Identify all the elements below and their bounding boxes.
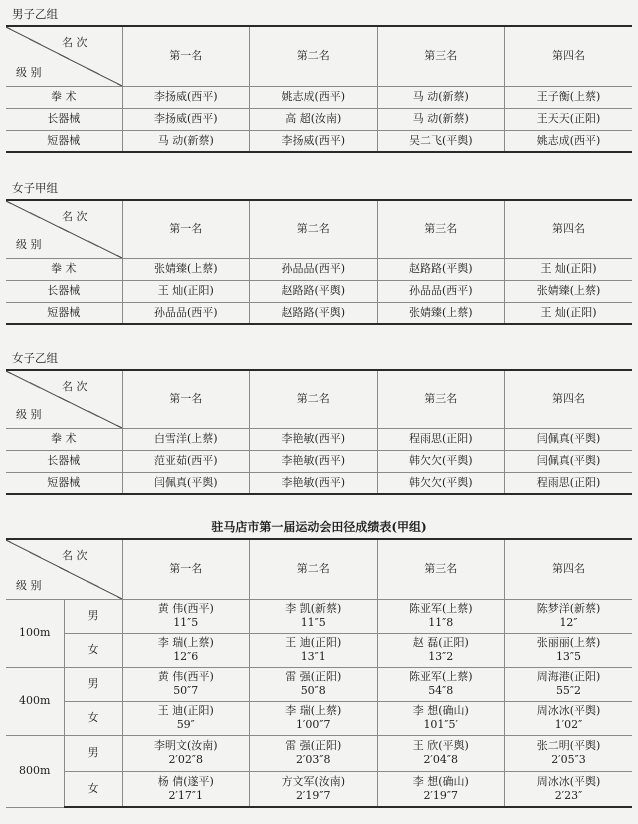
result-cell: 黄 伟(西平) 11″5 bbox=[122, 599, 250, 633]
result-cell: 王子衡(上蔡) bbox=[505, 86, 633, 108]
result-cell: 李 想(确山) 2′19″7 bbox=[377, 771, 505, 807]
result-cell: 陈梦洋(新蔡) 12″ bbox=[505, 599, 633, 633]
header-rank: 第二名 bbox=[250, 370, 378, 428]
result-cell: 李扬威(西平) bbox=[122, 86, 250, 108]
event-cell: 100m bbox=[6, 599, 64, 667]
header-rank: 第二名 bbox=[250, 200, 378, 258]
header-corner: 名 次 级 别 bbox=[6, 26, 122, 86]
table-row bbox=[6, 258, 632, 280]
category-cell: 长器械 bbox=[6, 450, 122, 472]
header-rank: 第三名 bbox=[377, 370, 505, 428]
category-cell: 短器械 bbox=[6, 302, 122, 324]
result-cell: 李扬威(西平) bbox=[122, 108, 250, 130]
track-table-title: 驻马店市第一届运动会田径成绩表(甲组) bbox=[211, 520, 427, 534]
table-row bbox=[6, 280, 632, 302]
result-cell: 范亚茹(西平) bbox=[122, 450, 250, 472]
table-row bbox=[6, 771, 632, 807]
group-title-girls-a: 女子甲组 bbox=[12, 181, 58, 195]
result-cell: 闫佩真(平舆) bbox=[122, 472, 250, 494]
header-rank: 第三名 bbox=[377, 26, 505, 86]
result-cell: 陈亚军(上蔡) 11″8 bbox=[377, 599, 505, 633]
category-cell: 拳 术 bbox=[6, 258, 122, 280]
result-cell: 张婧臻(上蔡) bbox=[505, 280, 633, 302]
result-cell: 高 超(汝南) bbox=[250, 108, 378, 130]
result-cell: 李艳敏(西平) bbox=[250, 428, 378, 450]
result-cell: 赵路路(平舆) bbox=[250, 302, 378, 324]
gender-cell: 男 bbox=[64, 599, 122, 633]
table-row bbox=[6, 450, 632, 472]
result-cell: 杨 倩(遂平) 2′17″1 bbox=[122, 771, 250, 807]
result-cell: 周冰冰(平舆) 2′23″ bbox=[505, 771, 633, 807]
result-cell: 马 动(新蔡) bbox=[377, 86, 505, 108]
result-cell: 孙品品(西平) bbox=[122, 302, 250, 324]
table-row bbox=[6, 599, 632, 633]
event-cell: 400m bbox=[6, 667, 64, 735]
result-cell: 陈亚军(上蔡) 54″8 bbox=[377, 667, 505, 701]
header-rank: 第四名 bbox=[505, 539, 633, 599]
table-boys-b bbox=[6, 25, 632, 153]
result-cell: 周海港(正阳) 55″2 bbox=[505, 667, 633, 701]
result-cell: 雷 强(正阳) 2′03″8 bbox=[250, 735, 378, 771]
result-cell: 赵 磊(正阳) 13″2 bbox=[377, 633, 505, 667]
header-rank: 第四名 bbox=[505, 200, 633, 258]
result-cell: 韩欠欠(平舆) bbox=[377, 472, 505, 494]
gender-cell: 女 bbox=[64, 771, 122, 807]
result-cell: 张丽丽(上蔡) 13″5 bbox=[505, 633, 633, 667]
header-rank: 第一名 bbox=[122, 539, 250, 599]
result-cell: 闫佩真(平舆) bbox=[505, 450, 633, 472]
table-row bbox=[6, 86, 632, 108]
result-cell: 王 灿(正阳) bbox=[122, 280, 250, 302]
group-title-boys-b: 男子乙组 bbox=[12, 7, 58, 21]
result-cell: 王 迪(正阳) 59″ bbox=[122, 701, 250, 735]
table-girls-a bbox=[6, 199, 632, 325]
result-cell: 孙品品(西平) bbox=[250, 258, 378, 280]
header-rank: 第四名 bbox=[505, 370, 633, 428]
category-cell: 长器械 bbox=[6, 280, 122, 302]
category-cell: 拳 术 bbox=[6, 428, 122, 450]
gender-cell: 女 bbox=[64, 633, 122, 667]
result-cell: 李 瑞(上蔡) 12″6 bbox=[122, 633, 250, 667]
table-row bbox=[6, 472, 632, 494]
result-cell: 王 灿(正阳) bbox=[505, 258, 633, 280]
result-cell: 王 欣(平舆) 2′04″8 bbox=[377, 735, 505, 771]
result-cell: 李 瑞(上蔡) 1′00″7 bbox=[250, 701, 378, 735]
result-cell: 张婧臻(上蔡) bbox=[122, 258, 250, 280]
category-cell: 长器械 bbox=[6, 108, 122, 130]
result-cell: 雷 强(正阳) 50″8 bbox=[250, 667, 378, 701]
category-cell: 短器械 bbox=[6, 472, 122, 494]
gender-cell: 女 bbox=[64, 701, 122, 735]
group-title-girls-b: 女子乙组 bbox=[12, 351, 58, 365]
result-cell: 李扬威(西平) bbox=[250, 130, 378, 152]
header-rank: 第三名 bbox=[377, 200, 505, 258]
table-track bbox=[6, 538, 632, 808]
header-rank: 第三名 bbox=[377, 539, 505, 599]
result-cell: 张二明(平舆) 2′05″3 bbox=[505, 735, 633, 771]
result-cell: 王天天(正阳) bbox=[505, 108, 633, 130]
header-rank: 第四名 bbox=[505, 26, 633, 86]
event-cell: 800m bbox=[6, 735, 64, 807]
result-cell: 孙品品(西平) bbox=[377, 280, 505, 302]
result-cell: 马 动(新蔡) bbox=[122, 130, 250, 152]
table-row bbox=[6, 735, 632, 771]
table-row bbox=[6, 633, 632, 667]
result-cell: 李艳敏(西平) bbox=[250, 450, 378, 472]
category-cell: 短器械 bbox=[6, 130, 122, 152]
header-rank: 第一名 bbox=[122, 26, 250, 86]
header-corner: 名 次 级 别 bbox=[6, 370, 122, 428]
result-cell: 程雨思(正阳) bbox=[505, 472, 633, 494]
result-cell: 闫佩真(平舆) bbox=[505, 428, 633, 450]
result-cell: 吴二飞(平舆) bbox=[377, 130, 505, 152]
result-cell: 程雨思(正阳) bbox=[377, 428, 505, 450]
header-corner: 名 次 级 别 bbox=[6, 200, 122, 258]
result-cell: 李艳敏(西平) bbox=[250, 472, 378, 494]
result-cell: 方文军(汝南) 2′19″7 bbox=[250, 771, 378, 807]
result-cell: 王 灿(正阳) bbox=[505, 302, 633, 324]
result-cell: 马 动(新蔡) bbox=[377, 108, 505, 130]
result-cell: 周冰冰(平舆) 1′02″ bbox=[505, 701, 633, 735]
table-row bbox=[6, 428, 632, 450]
gender-cell: 男 bbox=[64, 735, 122, 771]
header-rank: 第一名 bbox=[122, 370, 250, 428]
result-cell: 赵路路(平舆) bbox=[377, 258, 505, 280]
result-cell: 王 迪(正阳) 13″1 bbox=[250, 633, 378, 667]
result-cell: 赵路路(平舆) bbox=[250, 280, 378, 302]
result-cell: 李明文(汝南) 2′02″8 bbox=[122, 735, 250, 771]
table-row bbox=[6, 302, 632, 324]
header-corner: 名 次 级 别 bbox=[6, 539, 122, 599]
result-cell: 姚志成(西平) bbox=[505, 130, 633, 152]
table-row bbox=[6, 108, 632, 130]
category-cell: 拳 术 bbox=[6, 86, 122, 108]
result-cell: 黄 伟(西平) 50″7 bbox=[122, 667, 250, 701]
header-rank: 第二名 bbox=[250, 539, 378, 599]
header-rank: 第一名 bbox=[122, 200, 250, 258]
result-cell: 张婧臻(上蔡) bbox=[377, 302, 505, 324]
result-cell: 韩欠欠(平舆) bbox=[377, 450, 505, 472]
table-row bbox=[6, 130, 632, 152]
result-cell: 李 想(确山) 101″5′ bbox=[377, 701, 505, 735]
gender-cell: 男 bbox=[64, 667, 122, 701]
result-cell: 李 凯(新蔡) 11″5 bbox=[250, 599, 378, 633]
header-rank: 第二名 bbox=[250, 26, 378, 86]
result-cell: 姚志成(西平) bbox=[250, 86, 378, 108]
table-row bbox=[6, 667, 632, 701]
table-girls-b bbox=[6, 369, 632, 495]
result-cell: 白雪洋(上蔡) bbox=[122, 428, 250, 450]
table-row bbox=[6, 701, 632, 735]
